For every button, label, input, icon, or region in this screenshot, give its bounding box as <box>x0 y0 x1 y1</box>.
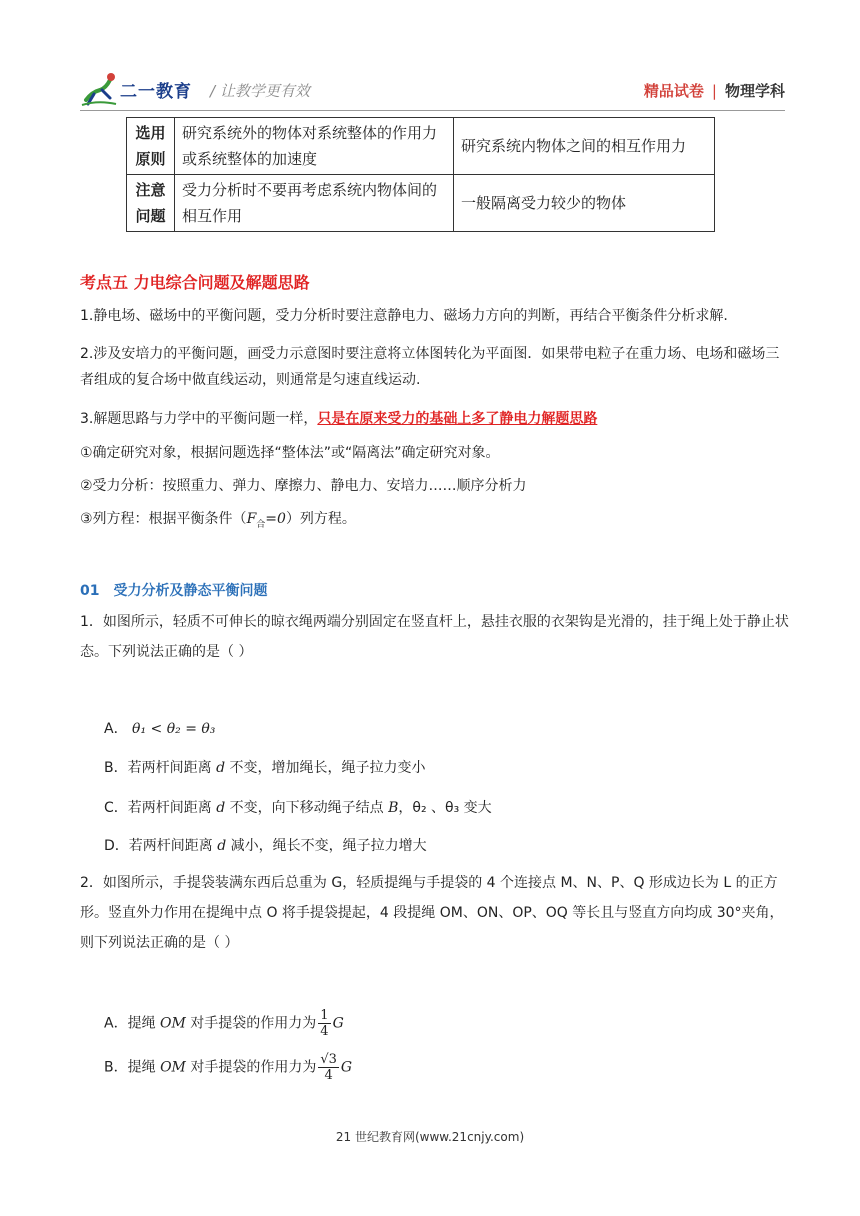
subsection-title <box>80 580 267 600</box>
paragraph <box>80 406 790 432</box>
table-cell: 研究系统内物体之间的相互作用力 <box>454 118 715 175</box>
step: ①确定研究对象，根据问题选择“整体法”或“隔离法”确定研究对象。 <box>80 445 500 461</box>
q1-option-d <box>104 833 427 859</box>
table-cell: 研究系统外的物体对系统整体的作用力或系统整体的加速度 <box>175 118 454 175</box>
slogan: / 让教学更有效 <box>210 82 310 100</box>
numerator: √3 <box>320 1052 337 1067</box>
fraction <box>318 1008 330 1039</box>
option-text: 提绳 <box>127 1059 161 1076</box>
option-text: 不变，增加绳长，绳子拉力变小 <box>225 760 426 776</box>
table-row <box>127 175 715 232</box>
logo-text: 二一教育 <box>120 82 192 102</box>
page-footer: 21 世纪教育网(www.21cnjy.com) <box>335 1130 525 1144</box>
option-label: A． <box>104 1015 128 1032</box>
question-1-stem: 1．如图所示，轻质不可伸长的晾衣绳两端分别固定在竖直杆上，悬挂衣服的衣架钩是光滑的，挂于绳上处于静止状态。下列说法正确的是（ ） <box>80 614 789 660</box>
table-cell: 一般隔离受力较少的物体 <box>454 175 715 232</box>
paragraph: 2.涉及安培力的平衡问题，画受力示意图时要注意将立体图转化为平面图．如果带电粒子在重力场、电场和磁场三者组成的复合场中做直线运动，则通常是匀速直线运动. <box>80 346 780 388</box>
option-var: G <box>340 1059 353 1076</box>
q2-option-b <box>104 1052 352 1083</box>
tag-separator: | <box>711 82 717 100</box>
step: ②受力分析：按照重力、弹力、摩擦力、静电力、安培力……顺序分析力 <box>80 478 527 494</box>
step-text: ③列方程：根据平衡条件（ <box>80 511 247 527</box>
q1-option-b <box>104 755 425 781</box>
page-header <box>80 70 785 108</box>
table-row <box>127 118 715 175</box>
formula-eq: =0 <box>265 511 286 527</box>
q1-option-a <box>104 716 215 742</box>
option-text: ，θ₂ 、θ₃ 变大 <box>398 800 492 816</box>
logo <box>80 70 200 108</box>
step <box>80 506 790 538</box>
option-var: d <box>216 760 226 776</box>
option-var: d <box>217 838 227 854</box>
option-label: C． <box>104 800 128 816</box>
tag-subject: 物理学科 <box>724 82 785 100</box>
option-text: 若两杆间距离 <box>127 800 217 816</box>
paragraph-text: 3.解题思路与力学中的平衡问题一样， <box>80 411 318 427</box>
option-var: G <box>332 1015 344 1032</box>
formula-sub: 合 <box>256 519 266 530</box>
numerator: 1 <box>320 1008 329 1023</box>
paragraph: 1.静电场、磁场中的平衡问题，受力分析时要注意静电力、磁场力方向的判断，再结合平衡条件分析求解. <box>80 308 728 324</box>
option-text: 不变，向下移动绳子结点 <box>225 800 389 816</box>
row-header: 选用原则 <box>127 118 175 175</box>
subsection-text: 受力分析及静态平衡问题 <box>113 583 268 599</box>
option-var: OM <box>160 1059 186 1076</box>
option-text: 若两杆间距离 <box>127 760 217 776</box>
option-text: 若两杆间距离 <box>128 838 218 854</box>
table-cell: 受力分析时不要再考虑系统内物体间的相互作用 <box>175 175 454 232</box>
option-label: D． <box>104 838 129 854</box>
option-label: B． <box>104 1059 128 1076</box>
option-text: 减小，绳长不变，绳子拉力增大 <box>226 838 427 854</box>
option-text: 对手提袋的作用力为 <box>185 1059 317 1076</box>
method-comparison-table <box>126 117 715 232</box>
row-header: 注意问题 <box>127 175 175 232</box>
denominator: 4 <box>324 1068 333 1083</box>
q2-option-a <box>104 1008 344 1039</box>
formula-var: F <box>246 511 257 527</box>
denominator: 4 <box>320 1024 329 1039</box>
tag-premium: 精品试卷 <box>643 82 704 100</box>
option-text: θ₁ < θ₂ = θ₃ <box>132 721 216 737</box>
option-var: OM <box>160 1015 186 1032</box>
subject-tags <box>644 80 785 101</box>
step-text: ）列方程。 <box>285 511 356 527</box>
option-text: 对手提袋的作用力为 <box>185 1015 317 1032</box>
fraction <box>318 1052 339 1083</box>
option-label: A． <box>104 721 128 737</box>
option-var: B <box>388 800 399 816</box>
option-label: B． <box>104 760 128 776</box>
option-var: d <box>216 800 226 816</box>
runner-logo-icon <box>80 70 120 108</box>
subsection-number: 01 <box>80 583 100 599</box>
section-title: 考点五 力电综合问题及解题思路 <box>80 273 310 292</box>
question-2-stem: 2．如图所示，手提袋装满东西后总重为 G，轻质提绳与手提袋的 4 个连接点 M、N、P、Q 形成边长为 L 的正方形。竖直外力作用在提绳中点 O 将手提袋提起，4 段提绳 OM、ON、OP、OQ 等长且与竖直方向均成 30°夹角，则下列说法正确的是（ ） <box>80 875 784 951</box>
highlight-text: 只是在原来受力的基础上多了静电力解题思路 <box>317 411 598 427</box>
header-divider <box>80 110 785 111</box>
q1-option-c <box>104 795 492 821</box>
option-text: 提绳 <box>127 1015 161 1032</box>
